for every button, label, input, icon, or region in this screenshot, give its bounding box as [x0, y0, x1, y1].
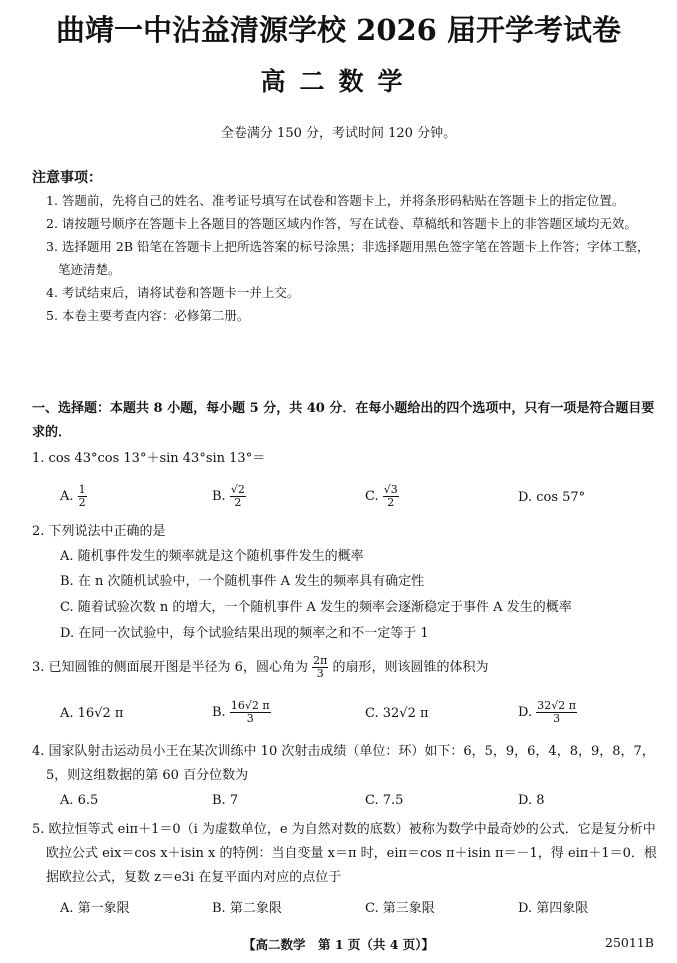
question-1-options [60, 484, 660, 514]
option-c: C. 32√2 π [365, 706, 429, 721]
option-a: A. 第一象限 [60, 901, 130, 916]
notice-item: 3. 选择题用 2B 铅笔在答题卡上把所选答案的标号涂黑；非选择题用黑色签字笔在答题卡上作答；字体工整，笔迹清楚。 [46, 239, 650, 277]
question-5-options [60, 897, 660, 927]
fraction [536, 700, 577, 725]
numerator: 32√2 π [537, 699, 576, 712]
option-b [212, 700, 271, 725]
fraction [230, 700, 271, 725]
option-b [212, 484, 246, 509]
question-1-stem: 1. cos 43°cos 13°＋sin 43°sin 13°＝ [32, 451, 266, 466]
option-b: B. 在 n 次随机试验中，一个随机事件 A 发生的频率具有确定性 [60, 574, 425, 589]
section-heading: 一、选择题：本题共 8 小题，每小题 5 分，共 40 分．在每小题给出的四个选项中，只有一项是符合题目要求的． [32, 401, 655, 440]
option-b: B. 7 [212, 793, 239, 808]
question-3-options [60, 700, 660, 730]
exam-title: 曲靖一中沾益清源学校 2026 届开学考试卷 [56, 13, 621, 47]
denominator: 2 [387, 496, 395, 509]
numerator: √2 [230, 483, 245, 496]
denominator: 3 [246, 712, 254, 725]
option-a [60, 484, 87, 509]
option-d [518, 700, 577, 725]
option-b: B. 第二象限 [212, 901, 282, 916]
option-d: D. cos 57° [518, 490, 586, 505]
denominator: 3 [553, 712, 561, 725]
score-info: 全卷满分 150 分，考试时间 120 分钟。 [220, 126, 457, 141]
exam-code: 25011B [605, 935, 654, 950]
option-label: A. [60, 489, 74, 504]
option-label: D. [518, 705, 533, 720]
option-a: A. 随机事件发生的频率就是这个随机事件发生的概率 [60, 549, 364, 564]
stem-text: 3. 已知圆锥的侧面展开图是半径为 6，圆心角为 [32, 660, 308, 675]
fraction [230, 484, 246, 509]
numerator: 1 [78, 483, 86, 496]
option-label: B. [212, 705, 226, 720]
numerator: √3 [383, 483, 398, 496]
page-footer: 【高二数学 第 1 页（共 4 页）】 [242, 937, 435, 952]
notice-item: 2. 请按题号顺序在答题卡上各题目的答题区域内作答，写在试卷、草稿纸和答题卡上的非答题区域均无效。 [46, 216, 637, 231]
option-a: A. 16√2 π [60, 706, 124, 721]
numerator: 2π [313, 654, 328, 667]
option-c: C. 随着试验次数 n 的增大，一个随机事件 A 发生的频率会逐渐稳定于事件 A 发生的概率 [60, 600, 572, 615]
denominator: 2 [234, 496, 242, 509]
option-a: A. 6.5 [60, 793, 99, 808]
fraction [383, 484, 399, 509]
exam-subject: 高二数学 [260, 67, 417, 96]
denominator: 2 [78, 496, 86, 509]
question-4-stem: 4. 国家队射击运动员小王在某次训练中 10 次射击成绩（单位：环）如下：6，5，9，6，4，8，9，8，7，5，则这组数据的第 60 百分位数为 [32, 744, 655, 783]
fraction [78, 484, 87, 509]
option-c: C. 7.5 [365, 793, 404, 808]
notice-item: 5. 本卷主要考查内容：必修第二册。 [46, 308, 250, 323]
notice-heading: 注意事项： [32, 170, 102, 186]
option-label: C. [365, 489, 379, 504]
question-5-stem: 5. 欧拉恒等式 eiπ＋1＝0（i 为虚数单位，e 为自然对数的底数）被称为数学中最奇妙的公式．它是复分析中欧拉公式 eix＝cos x＋isin x 的特例：当自变量 x＝π 时，eiπ＝cos π＋isin π＝－1，得 eiπ＋1＝0．根据欧拉公式，复数 z＝e3i 在复平面内对应的点位于 [32, 822, 657, 885]
denominator: 3 [316, 667, 324, 680]
notice-list [46, 189, 656, 327]
option-d: D. 第四象限 [518, 901, 589, 916]
question-3-stem [32, 655, 662, 680]
notice-item: 1. 答题前，先将自己的姓名、准考证号填写在试卷和答题卡上，并将条形码粘贴在答题卡上的指定位置。 [46, 193, 625, 208]
option-d: D. 8 [518, 793, 545, 808]
notice-item: 4. 考试结束后，请将试卷和答题卡一并上交。 [46, 285, 300, 300]
option-label: B. [212, 489, 226, 504]
question-2-stem: 2. 下列说法中正确的是 [32, 524, 166, 539]
option-d: D. 在同一次试验中，每个试验结果出现的频率之和不一定等于 1 [60, 626, 429, 641]
fraction [312, 655, 328, 680]
numerator: 16√2 π [230, 699, 270, 712]
stem-text: 的扇形，则该圆锥的体积为 [332, 660, 489, 675]
option-c: C. 第三象限 [365, 901, 435, 916]
option-c [365, 484, 399, 509]
